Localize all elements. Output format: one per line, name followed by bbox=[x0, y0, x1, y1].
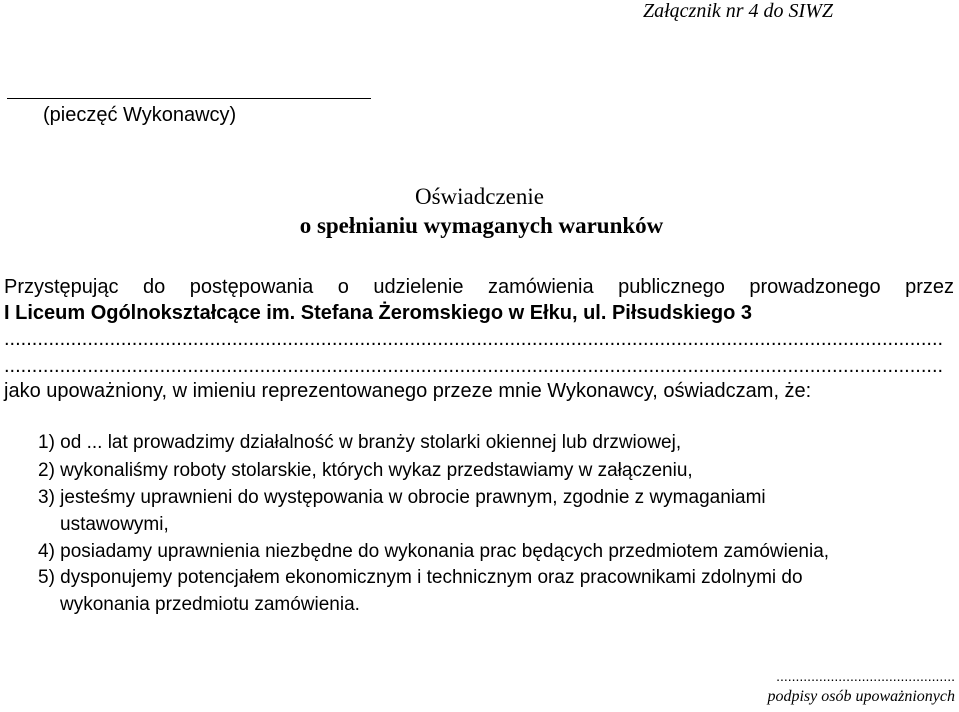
fill-in-dots-1: ......................................................................................................................................................................... bbox=[4, 328, 944, 350]
document-subtitle: o spełnianiu wymaganych warunków bbox=[299, 213, 664, 238]
list-item-1: 1) od ... lat prowadzimy działalność w branży stolarki okiennej lub drzwiowej, bbox=[38, 432, 682, 453]
signature-label: podpisy osób upoważnionych bbox=[767, 688, 955, 705]
intro-word: Przystępując bbox=[4, 276, 119, 298]
list-item-5: 5) dysponujemy potencjałem ekonomicznym i technicznym oraz pracownikami zdolnymi do bbox=[38, 567, 803, 588]
intro-line-2: I Liceum Ogólnokształcące im. Stefana Żeromskiego w Ełku, ul. Piłsudskiego 3 bbox=[4, 302, 752, 324]
list-item-2: 2) wykonaliśmy roboty stolarskie, których wykaz przedstawiamy w załączeniu, bbox=[38, 460, 693, 481]
list-item-3-continuation: ustawowymi, bbox=[60, 514, 169, 535]
intro-word: udzielenie bbox=[373, 276, 464, 298]
intro-word: o bbox=[337, 276, 349, 298]
stamp-line bbox=[7, 98, 371, 99]
list-item-3: 3) jesteśmy uprawnieni do występowania w obrocie prawnym, zgodnie z wymaganiami bbox=[38, 487, 766, 508]
intro-word: prowadzonego bbox=[749, 276, 881, 298]
list-item-5-continuation: wykonania przedmiotu zamówienia. bbox=[60, 594, 360, 615]
intro-word: publicznego bbox=[618, 276, 725, 298]
list-item-4: 4) posiadamy uprawnienia niezbędne do wykonania prac będących przedmiotem zamówienia, bbox=[38, 541, 830, 562]
intro-word: zamówienia bbox=[487, 276, 594, 298]
intro-line-1 bbox=[4, 276, 954, 299]
fill-in-dots-2: ......................................................................................................................................................................... bbox=[4, 355, 944, 377]
document-title: Oświadczenie bbox=[415, 184, 544, 209]
intro-word: do bbox=[143, 276, 166, 298]
stamp-label: (pieczęć Wykonawcy) bbox=[43, 104, 237, 126]
intro-word: postępowania bbox=[189, 276, 314, 298]
signature-dots: .............................................. bbox=[776, 668, 955, 684]
intro-word: przez bbox=[905, 276, 954, 298]
intro-line-3: jako upoważniony, w imieniu reprezentowanego przeze mnie Wykonawcy, oświadczam, że: bbox=[4, 380, 812, 402]
attachment-header: Załącznik nr 4 do SIWZ bbox=[643, 0, 833, 22]
